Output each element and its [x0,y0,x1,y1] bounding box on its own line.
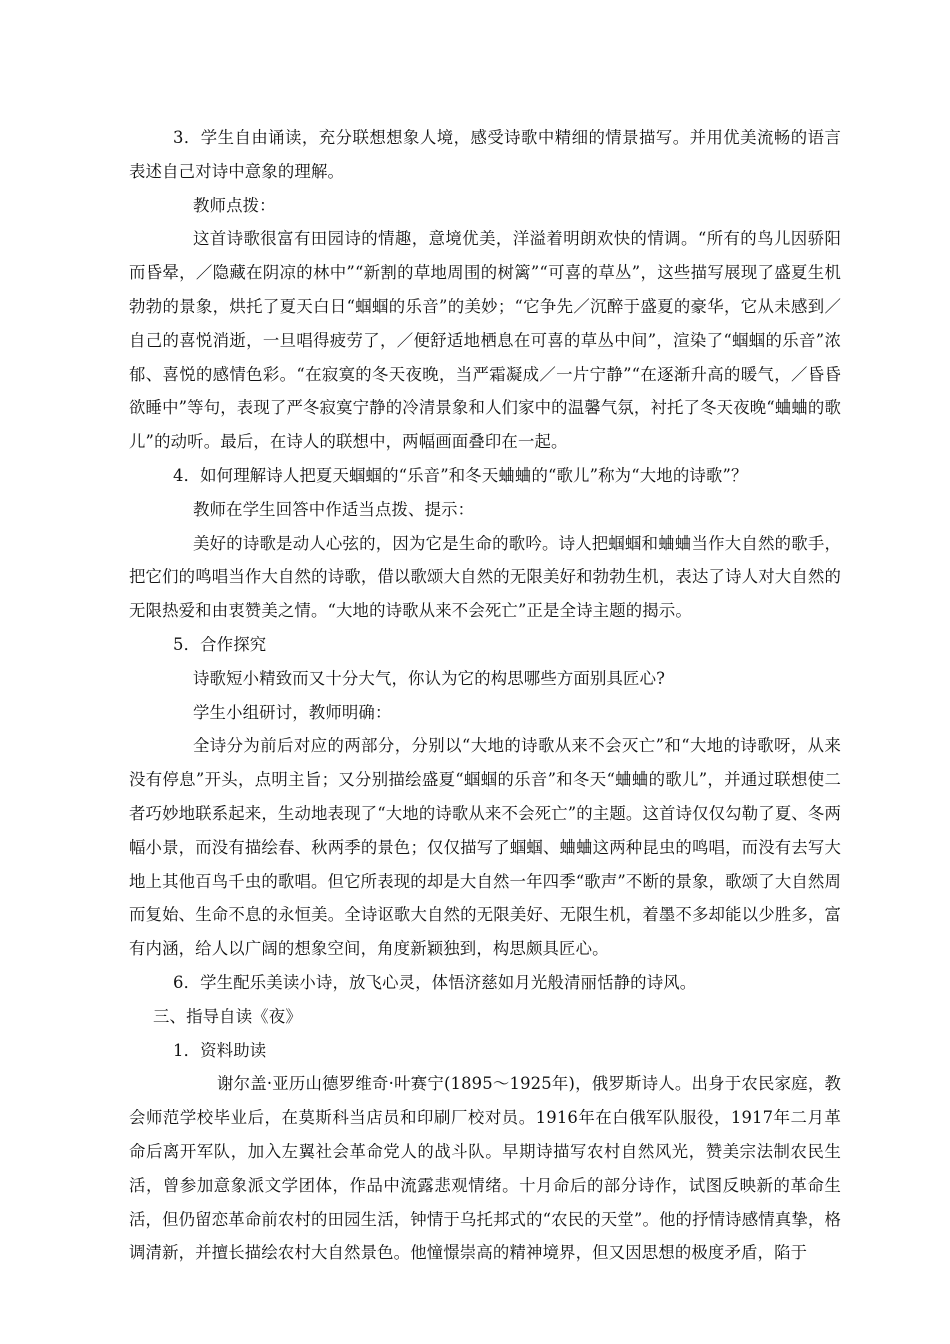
paragraph-reference-label: 1．资料助读 [173,1040,267,1060]
paragraph-yesenin-bio: 谢尔盖·亚历山德罗维奇·叶赛宁(1895～1925年)，俄罗斯诗人。出身于农民家庭，教会师范学校毕业后，在莫斯科当店员和印刷厂校对员。1916年在白俄军队服役，1917年二月革命后离开军队，加入左翼社会革命党人的战斗队。早期诗描写农村自然风光，赞美宗法制农民生活，曾参加意象派文学团体，作品中流露悲观情绪。十月命后的部分诗作，试图反映新的革命生活，但仍留恋革命前农村的田园生活，钟情于乌托邦式的“农民的天堂”。他的抒情诗感情真挚，格调清新，并擅长描绘农村大自然景色。他憧憬崇高的精神境界，但又因思想的极度矛盾，陷于 [129,1074,841,1263]
paragraph-step-6: 6．学生配乐美读小诗，放飞心灵，体悟济慈如月光般清丽恬静的诗风。 [173,972,697,992]
paragraph-teacher-hint-label: 教师在学生回答中作适当点拨、提示： [193,499,475,519]
paragraph-structure-analysis: 全诗分为前后对应的两部分，分别以“大地的诗歌从来不会灭亡”和“大地的诗歌呀，从来没有停息”开头，点明主旨；又分别描绘盛夏“蝈蝈的乐音”和冬天“蛐蛐的歌儿”，并通过联想使二者巧妙地联系起来，生动地表现了“大地的诗歌从来不会死亡”的主题。这首诗仅仅勾勒了夏、冬两幅小景，而没有描绘春、秋两季的景色；仅仅描写了蝈蝈、蛐蛐这两种昆虫的鸣唱，而没有去写大地上其他百鸟千虫的歌唱。但它所表现的却是大自然一年四季“歌声”不断的景象，歌颂了大自然周而复始、生命不息的永恒美。全诗讴歌大自然的无限美好、无限生机，着墨不多却能以少胜多，富有内涵，给人以广阔的想象空间，角度新颖独到，构思颇具匠心。 [129,736,841,959]
paragraph-step-3: 3．学生自由诵读，充分联想想象人境，感受诗歌中精细的情景描写。并用优美流畅的语言表述自己对诗中意象的理解。 [129,128,841,181]
paragraph-step-4: 4．如何理解诗人把夏天蝈蝈的“乐音”和冬天蛐蛐的“歌儿”称为“大地的诗歌”？ [173,465,748,485]
paragraph-poem-theme: 美好的诗歌是动人心弦的，因为它是生命的歌吟。诗人把蝈蝈和蛐蛐当作大自然的歌手，把它们的鸣唱当作大自然的诗歌，借以歌颂大自然的无限美好和勃勃生机，表达了诗人对大自然的无限热爱和由衷赞美之情。“大地的诗歌从来不会死亡”正是全诗主题的揭示。 [129,533,841,621]
paragraph-group-discussion-label: 学生小组研讨，教师明确： [193,702,392,722]
paragraph-teacher-guidance-body: 这首诗歌很富有田园诗的情趣，意境优美，洋溢着明朗欢快的情调。“所有的鸟儿因骄阳而昏晕，／隐藏在阴凉的林中”“新割的草地周围的树篱”“可喜的草丛”，这些描写展现了盛夏生机勃勃的景象，烘托了夏天白日“蝈蝈的乐音”的美妙；“它争先／沉醉于盛夏的豪华，它从未感到／自己的喜悦消逝，一旦唱得疲劳了，／便舒适地栖息在可喜的草丛中间”，渲染了“蝈蝈的乐音”浓郁、喜悦的感情色彩。“在寂寞的冬天夜晚，当严霜凝成／一片宁静”“在逐渐升高的暖气，／昏昏欲睡中”等句，表现了严冬寂寞宁静的冷清景象和人们家中的温馨气氛，衬托了冬天夜晚“蛐蛐的歌儿”的动听。最后，在诗人的联想中，两幅画面叠印在一起。 [129,229,841,452]
section-heading-night: 三、指导自读《夜》 [153,1006,302,1026]
document-page [129,121,841,1270]
paragraph-step-5: 5．合作探究 [173,634,267,654]
paragraph-teacher-guidance-label: 教师点拨： [193,195,276,215]
paragraph-question: 诗歌短小精致而又十分大气，你认为它的构思哪些方面别具匠心? [193,668,666,688]
